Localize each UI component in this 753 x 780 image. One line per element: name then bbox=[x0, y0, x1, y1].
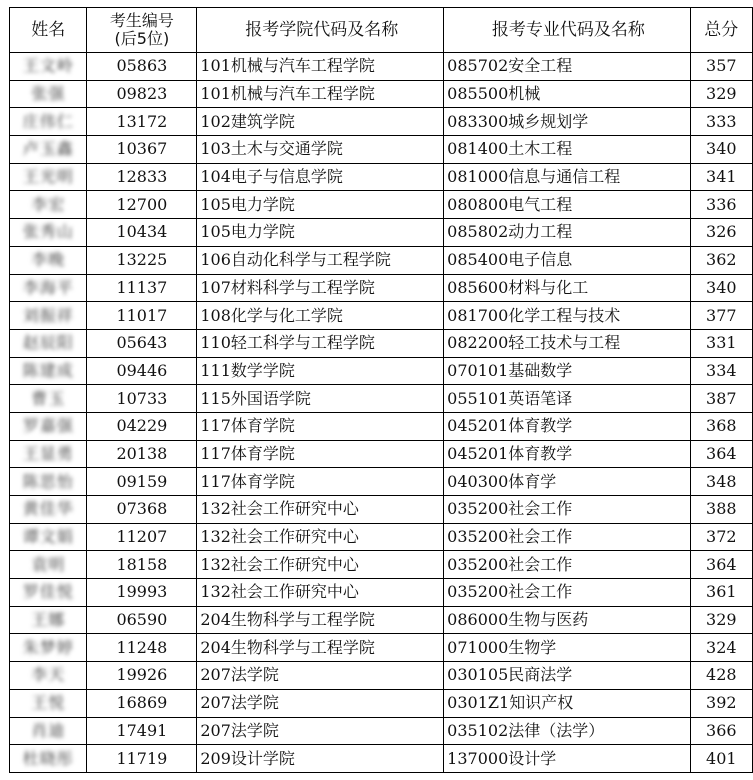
cell-total: 340 bbox=[690, 136, 752, 164]
cell-candidate-id: 09159 bbox=[87, 468, 197, 496]
table-body bbox=[10, 53, 753, 773]
cell-major: 085702安全工程 bbox=[444, 53, 690, 81]
cell-total: 366 bbox=[690, 717, 752, 745]
cell-college: 207法学院 bbox=[197, 689, 444, 717]
cell-name bbox=[10, 136, 87, 164]
redacted-name: 袁明 bbox=[31, 554, 66, 574]
cell-candidate-id: 11248 bbox=[87, 634, 197, 662]
cell-candidate-id: 20138 bbox=[87, 440, 197, 468]
cell-college: 204生物科学与工程学院 bbox=[197, 606, 444, 634]
redacted-name: 李晚 bbox=[31, 250, 66, 270]
cell-total: 362 bbox=[690, 246, 752, 274]
cell-total: 364 bbox=[690, 440, 752, 468]
cell-name bbox=[10, 53, 87, 81]
cell-college: 132社会工作研究中心 bbox=[197, 551, 444, 579]
table-row bbox=[10, 551, 753, 579]
table-row bbox=[10, 53, 753, 81]
table-row bbox=[10, 745, 753, 773]
cell-total: 392 bbox=[690, 689, 752, 717]
cell-name bbox=[10, 412, 87, 440]
table-row bbox=[10, 496, 753, 524]
cell-college: 106自动化科学与工程学院 bbox=[197, 246, 444, 274]
cell-college: 132社会工作研究中心 bbox=[197, 496, 444, 524]
redacted-name: 庄伟仁 bbox=[22, 111, 74, 131]
cell-name bbox=[10, 606, 87, 634]
cell-major: 137000设计学 bbox=[444, 745, 690, 773]
redacted-name: 陈建成 bbox=[22, 360, 74, 380]
cell-total: 357 bbox=[690, 53, 752, 81]
cell-college: 117体育学院 bbox=[197, 468, 444, 496]
cell-name bbox=[10, 219, 87, 247]
cell-major: 030105民商法学 bbox=[444, 662, 690, 690]
cell-major: 035200社会工作 bbox=[444, 551, 690, 579]
redacted-name: 刘振祥 bbox=[22, 305, 74, 325]
cell-major: 035200社会工作 bbox=[444, 523, 690, 551]
cell-major: 081400土木工程 bbox=[444, 136, 690, 164]
cell-college: 105电力学院 bbox=[197, 191, 444, 219]
cell-college: 115外国语学院 bbox=[197, 385, 444, 413]
cell-name bbox=[10, 662, 87, 690]
table-row bbox=[10, 717, 753, 745]
header-id-line2: (后5位) bbox=[114, 29, 170, 48]
cell-major: 071000生物学 bbox=[444, 634, 690, 662]
cell-total: 334 bbox=[690, 357, 752, 385]
cell-total: 364 bbox=[690, 551, 752, 579]
cell-total: 326 bbox=[690, 219, 752, 247]
cell-name bbox=[10, 717, 87, 745]
cell-candidate-id: 09446 bbox=[87, 357, 197, 385]
cell-major: 083300城乡规划学 bbox=[444, 108, 690, 136]
cell-major: 080800电气工程 bbox=[444, 191, 690, 219]
cell-name bbox=[10, 468, 87, 496]
cell-major: 085802动力工程 bbox=[444, 219, 690, 247]
cell-candidate-id: 10733 bbox=[87, 385, 197, 413]
cell-major: 085600材料与化工 bbox=[444, 274, 690, 302]
header-row bbox=[10, 8, 753, 53]
cell-college: 111数学学院 bbox=[197, 357, 444, 385]
cell-major: 086000生物与医药 bbox=[444, 606, 690, 634]
cell-major: 035200社会工作 bbox=[444, 496, 690, 524]
redacted-name: 肖迪 bbox=[31, 720, 66, 740]
redacted-name: 王娜 bbox=[31, 610, 66, 630]
cell-candidate-id: 10434 bbox=[87, 219, 197, 247]
cell-name bbox=[10, 523, 87, 551]
table-row bbox=[10, 440, 753, 468]
cell-total: 340 bbox=[690, 274, 752, 302]
cell-college: 204生物科学与工程学院 bbox=[197, 634, 444, 662]
cell-name bbox=[10, 246, 87, 274]
cell-total: 377 bbox=[690, 302, 752, 330]
cell-candidate-id: 05643 bbox=[87, 329, 197, 357]
header-id-line1: 考生编号 bbox=[109, 11, 174, 30]
cell-name bbox=[10, 634, 87, 662]
redacted-name: 卢玉鑫 bbox=[22, 139, 74, 159]
admission-table bbox=[9, 7, 753, 773]
cell-total: 341 bbox=[690, 163, 752, 191]
cell-college: 209设计学院 bbox=[197, 745, 444, 773]
header-name: 姓名 bbox=[10, 8, 87, 53]
cell-college: 132社会工作研究中心 bbox=[197, 579, 444, 607]
header-candidate-id bbox=[87, 8, 197, 53]
cell-total: 331 bbox=[690, 329, 752, 357]
cell-total: 401 bbox=[690, 745, 752, 773]
redacted-name: 王光明 bbox=[22, 167, 74, 187]
redacted-name: 王悦 bbox=[31, 693, 66, 713]
table-row bbox=[10, 662, 753, 690]
cell-candidate-id: 17491 bbox=[87, 717, 197, 745]
cell-candidate-id: 04229 bbox=[87, 412, 197, 440]
table-row bbox=[10, 385, 753, 413]
cell-major: 045201体育教学 bbox=[444, 440, 690, 468]
cell-total: 333 bbox=[690, 108, 752, 136]
cell-name bbox=[10, 440, 87, 468]
cell-major: 045201体育教学 bbox=[444, 412, 690, 440]
table-row bbox=[10, 163, 753, 191]
cell-name bbox=[10, 579, 87, 607]
cell-total: 329 bbox=[690, 80, 752, 108]
cell-major: 055101英语笔译 bbox=[444, 385, 690, 413]
table-row bbox=[10, 579, 753, 607]
cell-major: 040300体育学 bbox=[444, 468, 690, 496]
redacted-name: 张强 bbox=[31, 84, 66, 104]
cell-college: 104电子与信息学院 bbox=[197, 163, 444, 191]
cell-major: 085500机械 bbox=[444, 80, 690, 108]
table-row bbox=[10, 606, 753, 634]
cell-total: 329 bbox=[690, 606, 752, 634]
cell-college: 207法学院 bbox=[197, 662, 444, 690]
cell-candidate-id: 19926 bbox=[87, 662, 197, 690]
cell-candidate-id: 05863 bbox=[87, 53, 197, 81]
table-row bbox=[10, 108, 753, 136]
cell-name bbox=[10, 745, 87, 773]
cell-name bbox=[10, 191, 87, 219]
cell-total: 388 bbox=[690, 496, 752, 524]
header-major: 报考专业代码及名称 bbox=[444, 8, 690, 53]
cell-college: 101机械与汽车工程学院 bbox=[197, 53, 444, 81]
table-row bbox=[10, 329, 753, 357]
cell-candidate-id: 10367 bbox=[87, 136, 197, 164]
table-row bbox=[10, 219, 753, 247]
cell-candidate-id: 13172 bbox=[87, 108, 197, 136]
cell-college: 132社会工作研究中心 bbox=[197, 523, 444, 551]
table-row bbox=[10, 523, 753, 551]
cell-total: 368 bbox=[690, 412, 752, 440]
redacted-name: 李宏 bbox=[31, 194, 66, 214]
table-row bbox=[10, 274, 753, 302]
cell-name bbox=[10, 329, 87, 357]
redacted-name: 朱梦婷 bbox=[22, 637, 74, 657]
cell-name bbox=[10, 385, 87, 413]
cell-name bbox=[10, 80, 87, 108]
cell-major: 070101基础数学 bbox=[444, 357, 690, 385]
table-row bbox=[10, 412, 753, 440]
cell-total: 428 bbox=[690, 662, 752, 690]
cell-college: 103土木与交通学院 bbox=[197, 136, 444, 164]
cell-major: 082200轻工技术与工程 bbox=[444, 329, 690, 357]
redacted-name: 罗佳悦 bbox=[22, 582, 74, 602]
cell-college: 117体育学院 bbox=[197, 440, 444, 468]
cell-college: 117体育学院 bbox=[197, 412, 444, 440]
cell-college: 101机械与汽车工程学院 bbox=[197, 80, 444, 108]
redacted-name: 李天 bbox=[31, 665, 66, 685]
cell-major: 035200社会工作 bbox=[444, 579, 690, 607]
redacted-name: 王文岭 bbox=[22, 56, 74, 76]
table-row bbox=[10, 302, 753, 330]
cell-college: 105电力学院 bbox=[197, 219, 444, 247]
table-row bbox=[10, 689, 753, 717]
cell-total: 372 bbox=[690, 523, 752, 551]
cell-major: 0301Z1知识产权 bbox=[444, 689, 690, 717]
cell-college: 108化学与化工学院 bbox=[197, 302, 444, 330]
redacted-name: 罗嘉强 bbox=[22, 416, 74, 436]
redacted-name: 曹玉 bbox=[31, 388, 66, 408]
cell-name bbox=[10, 357, 87, 385]
cell-candidate-id: 11137 bbox=[87, 274, 197, 302]
table-row bbox=[10, 246, 753, 274]
cell-candidate-id: 19993 bbox=[87, 579, 197, 607]
table-row bbox=[10, 80, 753, 108]
cell-total: 324 bbox=[690, 634, 752, 662]
cell-name bbox=[10, 302, 87, 330]
redacted-name: 杜晓彤 bbox=[22, 748, 74, 768]
cell-name bbox=[10, 274, 87, 302]
cell-college: 107材料科学与工程学院 bbox=[197, 274, 444, 302]
cell-name bbox=[10, 496, 87, 524]
cell-college: 102建筑学院 bbox=[197, 108, 444, 136]
cell-total: 361 bbox=[690, 579, 752, 607]
cell-candidate-id: 16869 bbox=[87, 689, 197, 717]
redacted-name: 张秀山 bbox=[22, 222, 74, 242]
redacted-name: 黄佳华 bbox=[22, 499, 74, 519]
table-row bbox=[10, 468, 753, 496]
cell-college: 207法学院 bbox=[197, 717, 444, 745]
table-row bbox=[10, 191, 753, 219]
redacted-name: 陈思怡 bbox=[22, 471, 74, 491]
cell-candidate-id: 11207 bbox=[87, 523, 197, 551]
cell-major: 081700化学工程与技术 bbox=[444, 302, 690, 330]
cell-total: 348 bbox=[690, 468, 752, 496]
cell-candidate-id: 11017 bbox=[87, 302, 197, 330]
cell-total: 387 bbox=[690, 385, 752, 413]
cell-candidate-id: 12700 bbox=[87, 191, 197, 219]
cell-candidate-id: 07368 bbox=[87, 496, 197, 524]
cell-major: 035102法律（法学） bbox=[444, 717, 690, 745]
table-row bbox=[10, 136, 753, 164]
cell-candidate-id: 18158 bbox=[87, 551, 197, 579]
header-total: 总分 bbox=[690, 8, 752, 53]
header-college: 报考学院代码及名称 bbox=[197, 8, 444, 53]
cell-college: 110轻工科学与工程学院 bbox=[197, 329, 444, 357]
cell-candidate-id: 11719 bbox=[87, 745, 197, 773]
cell-candidate-id: 09823 bbox=[87, 80, 197, 108]
cell-name bbox=[10, 108, 87, 136]
cell-name bbox=[10, 551, 87, 579]
cell-name bbox=[10, 689, 87, 717]
cell-candidate-id: 13225 bbox=[87, 246, 197, 274]
redacted-name: 谭文娟 bbox=[22, 527, 74, 547]
cell-major: 085400电子信息 bbox=[444, 246, 690, 274]
redacted-name: 李海平 bbox=[22, 277, 74, 297]
table-row bbox=[10, 357, 753, 385]
cell-name bbox=[10, 163, 87, 191]
cell-major: 081000信息与通信工程 bbox=[444, 163, 690, 191]
cell-candidate-id: 06590 bbox=[87, 606, 197, 634]
redacted-name: 赵辰阳 bbox=[22, 333, 74, 353]
table-row bbox=[10, 634, 753, 662]
redacted-name: 王显勇 bbox=[22, 443, 74, 463]
cell-candidate-id: 12833 bbox=[87, 163, 197, 191]
cell-total: 336 bbox=[690, 191, 752, 219]
